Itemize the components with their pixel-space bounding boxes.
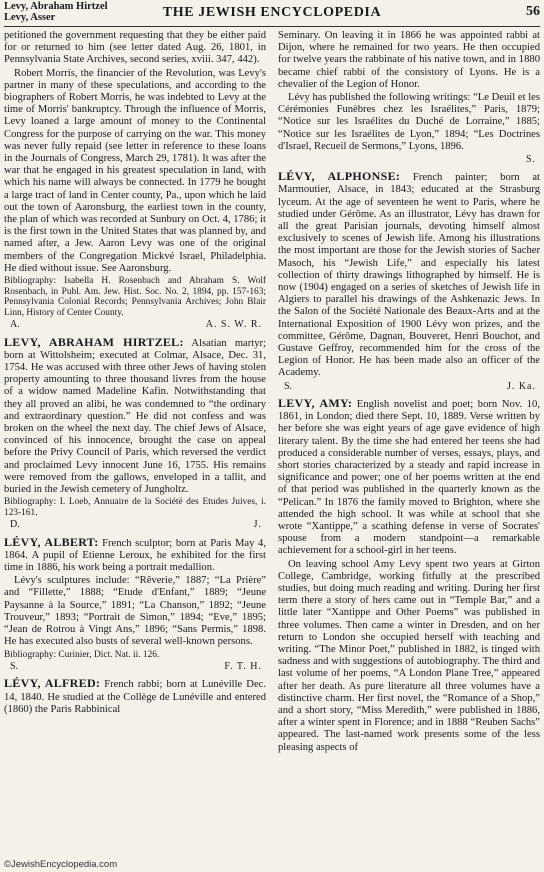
entry-title: LÉVY, ALFRED: (4, 676, 101, 691)
right-column (278, 30, 540, 856)
author-initials: A. S. W. R. (205, 319, 262, 331)
bibliography: Bibliography: Isabella H. Rosenbach and Abraham S. Wolf Rosenbach, in Publ. Am. Jew. Hist. Soc. No. 2, 1894, pp. 157-163; Pennsylvania Colonial Records; Pennsylvania Archives; John Blair Linn, History of Center County. (4, 276, 266, 318)
bibliography: Bibliography: Curinier, Dict. Nat. ii. 126. (4, 649, 160, 660)
site-credit: ©JewishEncyclopedia.com (4, 859, 118, 870)
entry-title: LÉVY, ALPHONSE: (278, 169, 401, 184)
signature-line (278, 381, 540, 393)
category-mark: S. (10, 661, 19, 673)
category-mark: S. (525, 154, 536, 166)
entry-text: French rabbi; born at Lunéville Dec. 14, 1840. He studied at the Collège de Lunéville and entered (1860) the Paris Rabbinical (4, 679, 266, 715)
entry (4, 536, 266, 575)
bibliography: Bibliography: I. Loeb, Annuaire de la Société des Etudes Juives, i. 123-161. (4, 497, 266, 518)
author-initials: J. Ka. (506, 380, 536, 392)
signature-line (4, 319, 266, 331)
entry-text: French sculptor; born at Paris May 4, 1864. A pupil of Etienne Leroux, he exhibited for the first time in 1886, his work being a portrait medallion. (4, 537, 266, 574)
entry-title: LEVY, AMY: (278, 395, 353, 410)
entry-title: LÉVY, ALBERT: (4, 534, 99, 549)
left-column (4, 30, 266, 856)
category-mark: D. (10, 519, 20, 531)
paragraph: Lévy has published the following writings: “Le Deuil et les Cérémonies Funèbres chez les Israélites,” Paris, 1879; “Notice sur les Israélites du Duché de Lorraine,” 1885; “Notice sur les Israélites de Lyon,” 1894; “Les Doctrines d'Israel, Recueil de Sermons,” Lyons, 1896. (278, 92, 540, 152)
running-title-2: Levy, Asser (4, 12, 56, 23)
entry-text: Alsatian martyr; born at Wittolsheim; executed at Colmar, Alsace, Dec. 31, 1754. He was accused with three other Jews of having stolen property amounting to three thousand livres from the house of a widow named Madeline Kafin. Notwithstanding that they all proved an alibi, he was condemned to “the ordinary and extraordinary question.” He did not confess and was broken on the wheel the next day. The chief Jews of Alsace, convinced of his innocence, brought the case on appeal before the Privy Council of Paris, which reversed the verdict and proclaimed Levy innocent June 16, 1755. His remains were removed from the gallows, enveloped in a tallit, and buried in the Jewish cemetery of Jungholtz. (4, 337, 266, 496)
entry-text: French painter; born at Marmoutier, Alsace, in 1843; educated at the Strasburg lyceum. At the age of seventeen he went to Paris, where he studied under Gérôme. As an illustrator, Lévy has drawn for all the great Parisian journals, devoting himself almost exclusively to scenes of Jewish life. Among his illustrations the most important are those for the Jewish stories of Sacher Masoch, his “Jewish Life,” and especially his latest collection of thirty drawings lithographed by himself. He is now (1904) engaged on a series of sketches of Jewish life in Algiers to parallel his drawings of the Ashkenazic Jews. In the Salon of the Société Nationale des Beaux-Arts and at the International Exposition of 1900 Lévy won prizes, and the committee, Gérôme, Dagnan, Bouveret, Henri Bouchot, and Gustave Geffroy, recommended him for the cross of the Legion of Honor. He has been made also an officer of the Academy. (278, 172, 540, 379)
entry (278, 397, 540, 558)
signature-line (4, 661, 266, 673)
entry-title: LEVY, ABRAHAM HIRTZEL: (4, 334, 184, 349)
paragraph: Robert Morris, the financier of the Revolution, was Levy's partner in many of these speculations, and according to the biographers of Robert Morris, he was indebted to Levy at the time of Morris' bankruptcy. Through the influence of Morris, Levy loaned a large amount of money to the Continental Congress for the purpose of carrying on the war. This money was never fully repaid (see letter in reference to these loans in the Journals of Congress, March 29, 1781). It was after the war that he engaged in his greatest speculation in land, with which his name will always be connected. In 1779 he bought a large tract of land in Center county, Pa., upon which he laid out the town of Aaronsburg, the earliest town in the county, the plan of which was recorded at Sunbury on Oct. 4, 1786; it is the first town in the United States that was planned by, and named after, a Jew. Aaron Levy was one of the original members of the Congregation Mickvé Israel, Philadelphia. He died without issue. See Aaronsburg. (4, 67, 266, 274)
entry (4, 336, 266, 497)
page-number: 56 (526, 4, 540, 19)
paragraph: Seminary. On leaving it in 1866 he was appointed rabbi at Dijon, where he remained for two years. He then occupied for twelve years the rabbinate of his native town, and in 1880 became chief rabbi of the consistory of Lyons. He is a chevalier of the Legion of Honor. (278, 30, 540, 90)
signature-line (278, 154, 540, 166)
entry (278, 170, 540, 379)
author-initials: F. T. H. (224, 661, 262, 673)
page-header (4, 0, 540, 27)
entry-text: English novelist and poet; born Nov. 10, 1861, in London; died there Sept. 10, 1889. Verse written by her before she was eight years of age gave evidence of high literary talent. By the time she had entered her teens she had produced a considerable number of verses, essays, plays, and short stories characterized by a steady and rapid increase in significance and power; one of her poems written at the end of that period was published in the quarterly known as the “Pelican.” In 1876 the family moved to Brighton, where she attended the high school. It was while at school that she wrote “Xantippe,” a scathing defense in verse of Socrates' spouse from a modern standpoint—a remarkable achievement for a school-girl in her teens. (278, 398, 540, 557)
author-initials: J. (253, 519, 262, 531)
category-mark: A. (10, 319, 20, 331)
entry (4, 677, 266, 716)
category-mark: S. (284, 380, 293, 392)
paragraph: Lévy's sculptures include: “Rêverie,” 1887; “La Prière” and “Fillette,” 1888; “Etude d'Enfant,” 1889; “Jeune Paysanne à la Source,” 1891; “La Chanson,” 1892; “Jeune Trouveur,” 1893; “Portrait de Simon,” 1894; “Eve,” 1895; “Jean de Rotrou à Vingt Ans,” 1896; “Sans Permis,” 1898. He has executed also busts of several well-known persons. (4, 575, 266, 648)
running-title-1: Levy, Abraham Hirtzel (4, 1, 108, 12)
signature-line (4, 519, 266, 531)
paragraph: On leaving school Amy Levy spent two years at Girton College, Cambridge, working fitfully at the prescribed studies, but doing much reading and writing. During her first term there a story of hers came out in “Temple Bar,” and a little later “Xantippe and Other Poems” was published in three volumes. Then came a winter in Dresden, and on her return to London she occupied herself with teaching and writing. “The Minor Poet,” published in 1882, is tinged with sadness and with suggestions of autobiography. The third and last volume of her poems, “A London Plane Tree,” appeared after her death. As pure literature all three volumes have a distinctive charm. Her first novel, the “Romance of a Shop,” and a short story, “Miss Meredith,” were published in 1886, after a winter spent in Florence; and in 1888 “Reuben Sachs” appeared. The last-named work presents some of the less pleasing aspects of (278, 558, 540, 753)
paragraph: petitioned the government requesting that they be either paid for or returned to him (see letter dated Aug. 26, 1801, in Pennsylvania State Archives, second series, xviii. 347, 442). (4, 30, 266, 66)
publication-title: THE JEWISH ENCYCLOPEDIA (162, 5, 382, 20)
